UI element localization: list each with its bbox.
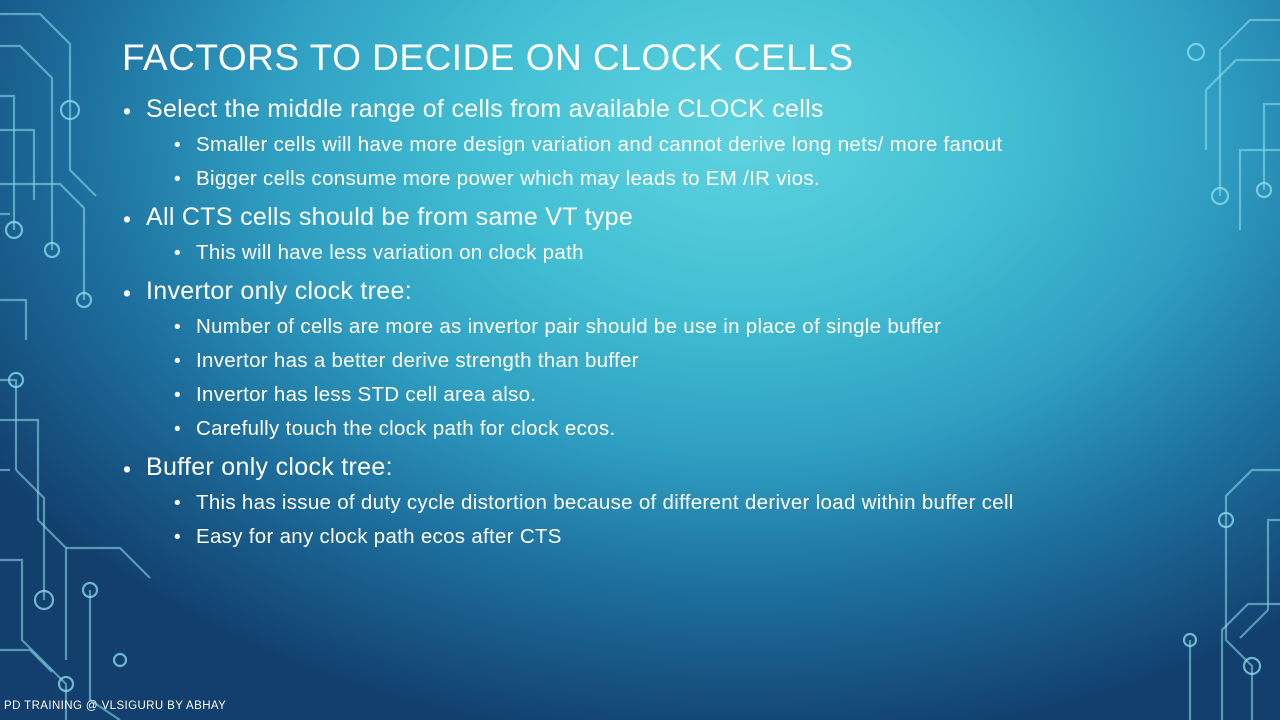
bullet-group: [118, 276, 1228, 442]
bullet-level1: [118, 276, 1228, 306]
bullet-group: [118, 452, 1228, 550]
bullet-level2: [118, 314, 1228, 340]
bullet-group: [118, 94, 1228, 192]
bullet-icon: •: [174, 317, 181, 338]
bullet-icon: •: [174, 527, 181, 548]
bullet-icon: •: [174, 135, 181, 156]
bullet-level2-text: Number of cells are more as invertor pair should be use in place of single buffer: [196, 315, 942, 338]
bullet-level2: [118, 524, 1228, 550]
bullet-group: [118, 202, 1228, 266]
slide-body: [118, 84, 1228, 554]
bullet-level2-text: This will have less variation on clock path: [196, 241, 584, 264]
bullet-level2-text: Carefully touch the clock path for clock ecos.: [196, 417, 616, 440]
bullet-level1: [118, 452, 1228, 482]
bullet-icon: •: [123, 98, 132, 124]
bullet-level2: [118, 382, 1228, 408]
bullet-icon: •: [123, 456, 132, 482]
bullet-level2-text: Easy for any clock path ecos after CTS: [196, 525, 562, 548]
bullet-level2-text: Smaller cells will have more design variation and cannot derive long nets/ more fanout: [196, 133, 1003, 156]
bullet-icon: •: [174, 493, 181, 514]
bullet-level2: [118, 490, 1228, 516]
bullet-level1-text: Select the middle range of cells from available CLOCK cells: [146, 95, 824, 123]
bullet-level2: [118, 132, 1228, 158]
bullet-icon: •: [174, 169, 181, 190]
bullet-level2-text: Invertor has a better derive strength than buffer: [196, 349, 639, 372]
bullet-level1-text: Buffer only clock tree:: [146, 453, 393, 481]
page-title: FACTORS TO DECIDE ON CLOCK CELLS: [122, 36, 854, 78]
bullet-icon: •: [174, 351, 181, 372]
slide-footer: PD TRAINING @ VLSIGURU BY ABHAY: [4, 700, 227, 712]
bullet-icon: •: [174, 385, 181, 406]
bullet-level2-text: This has issue of duty cycle distortion because of different deriver load within buffer cell: [196, 491, 1014, 514]
bullet-level1-text: Invertor only clock tree:: [146, 277, 412, 305]
bullet-level2: [118, 416, 1228, 442]
bullet-icon: •: [174, 419, 181, 440]
bullet-level2: [118, 348, 1228, 374]
bullet-icon: •: [174, 243, 181, 264]
bullet-level1-text: All CTS cells should be from same VT type: [146, 203, 634, 231]
bullet-level2-text: Invertor has less STD cell area also.: [196, 383, 537, 406]
bullet-level1: [118, 94, 1228, 124]
bullet-level2: [118, 166, 1228, 192]
bullet-level1: [118, 202, 1228, 232]
bullet-level2: [118, 240, 1228, 266]
bullet-icon: •: [123, 206, 132, 232]
bullet-icon: •: [123, 280, 132, 306]
bullet-level2-text: Bigger cells consume more power which may leads to EM /IR vios.: [196, 167, 820, 190]
